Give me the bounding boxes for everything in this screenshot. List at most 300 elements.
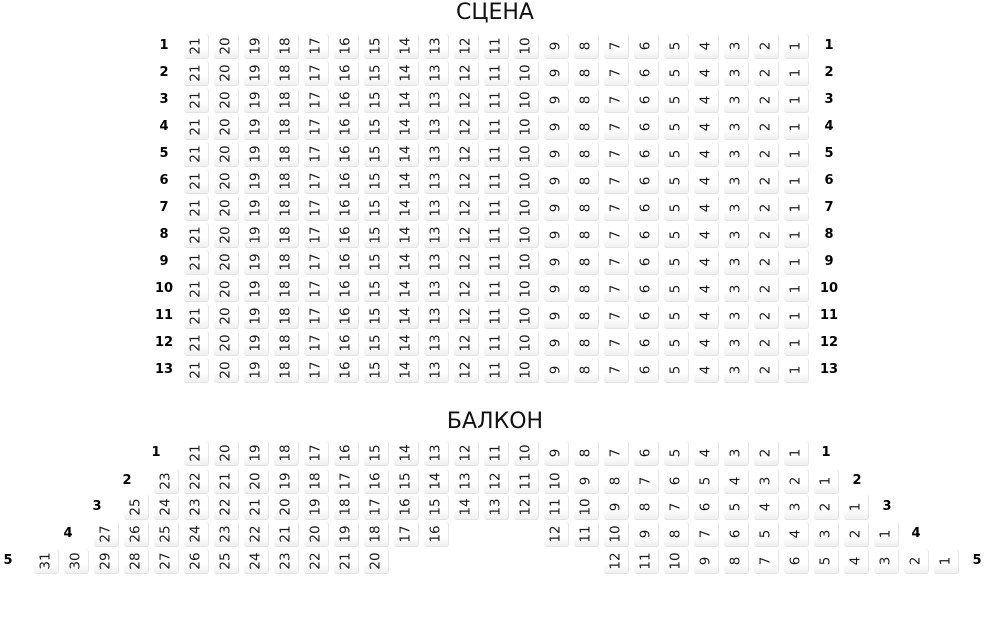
seat[interactable]: [214, 331, 239, 356]
seat[interactable]: [364, 469, 389, 494]
seat[interactable]: [634, 196, 659, 221]
seat[interactable]: [814, 549, 839, 574]
seat[interactable]: [304, 142, 329, 167]
seat[interactable]: [664, 34, 689, 59]
seat[interactable]: [814, 495, 839, 520]
seat[interactable]: [544, 223, 569, 248]
seat[interactable]: [754, 34, 779, 59]
seat[interactable]: [694, 169, 719, 194]
seat[interactable]: [184, 61, 209, 86]
seat[interactable]: [694, 522, 719, 547]
seat[interactable]: [244, 88, 269, 113]
seat[interactable]: [424, 522, 449, 547]
seat[interactable]: [724, 169, 749, 194]
seat[interactable]: [544, 469, 569, 494]
seat[interactable]: [214, 61, 239, 86]
seat[interactable]: [604, 142, 629, 167]
seat[interactable]: [634, 115, 659, 140]
seat[interactable]: [844, 522, 869, 547]
seat[interactable]: [394, 223, 419, 248]
seat[interactable]: [184, 331, 209, 356]
seat[interactable]: [634, 358, 659, 383]
seat[interactable]: [424, 331, 449, 356]
seat[interactable]: [484, 250, 509, 275]
seat[interactable]: [424, 61, 449, 86]
seat[interactable]: [784, 549, 809, 574]
seat[interactable]: [244, 549, 269, 574]
seat[interactable]: [544, 34, 569, 59]
seat[interactable]: [724, 304, 749, 329]
seat[interactable]: [244, 277, 269, 302]
seat[interactable]: [334, 331, 359, 356]
seat[interactable]: [574, 115, 599, 140]
seat[interactable]: [154, 469, 179, 494]
seat[interactable]: [544, 115, 569, 140]
seat[interactable]: [394, 304, 419, 329]
seat[interactable]: [484, 115, 509, 140]
seat[interactable]: [514, 34, 539, 59]
seat[interactable]: [604, 522, 629, 547]
seat[interactable]: [754, 331, 779, 356]
seat[interactable]: [244, 331, 269, 356]
seat[interactable]: [664, 169, 689, 194]
seat[interactable]: [634, 469, 659, 494]
seat[interactable]: [634, 331, 659, 356]
seat[interactable]: [274, 277, 299, 302]
seat[interactable]: [724, 34, 749, 59]
seat[interactable]: [214, 441, 239, 466]
seat[interactable]: [544, 250, 569, 275]
seat[interactable]: [574, 277, 599, 302]
seat[interactable]: [334, 61, 359, 86]
seat[interactable]: [754, 522, 779, 547]
seat[interactable]: [784, 250, 809, 275]
seat[interactable]: [814, 522, 839, 547]
seat[interactable]: [304, 495, 329, 520]
seat[interactable]: [304, 331, 329, 356]
seat[interactable]: [274, 34, 299, 59]
seat[interactable]: [154, 495, 179, 520]
seat[interactable]: [364, 61, 389, 86]
seat[interactable]: [364, 441, 389, 466]
seat[interactable]: [484, 223, 509, 248]
seat[interactable]: [724, 331, 749, 356]
seat[interactable]: [484, 169, 509, 194]
seat[interactable]: [784, 441, 809, 466]
seat[interactable]: [274, 304, 299, 329]
seat[interactable]: [694, 304, 719, 329]
seat[interactable]: [394, 142, 419, 167]
seat[interactable]: [454, 331, 479, 356]
seat[interactable]: [754, 495, 779, 520]
seat[interactable]: [184, 169, 209, 194]
seat[interactable]: [274, 441, 299, 466]
seat[interactable]: [664, 331, 689, 356]
seat[interactable]: [694, 142, 719, 167]
seat[interactable]: [544, 304, 569, 329]
seat[interactable]: [754, 115, 779, 140]
seat[interactable]: [94, 522, 119, 547]
seat[interactable]: [244, 441, 269, 466]
seat[interactable]: [454, 304, 479, 329]
seat[interactable]: [334, 358, 359, 383]
seat[interactable]: [664, 250, 689, 275]
seat[interactable]: [334, 142, 359, 167]
seat[interactable]: [334, 495, 359, 520]
seat[interactable]: [574, 522, 599, 547]
seat[interactable]: [784, 61, 809, 86]
seat[interactable]: [454, 441, 479, 466]
seat[interactable]: [604, 441, 629, 466]
seat[interactable]: [274, 331, 299, 356]
seat[interactable]: [754, 61, 779, 86]
seat[interactable]: [394, 358, 419, 383]
seat[interactable]: [454, 277, 479, 302]
seat[interactable]: [574, 331, 599, 356]
seat[interactable]: [304, 88, 329, 113]
seat[interactable]: [544, 196, 569, 221]
seat[interactable]: [514, 61, 539, 86]
seat[interactable]: [754, 250, 779, 275]
seat[interactable]: [634, 88, 659, 113]
seat[interactable]: [574, 88, 599, 113]
seat[interactable]: [784, 495, 809, 520]
seat[interactable]: [604, 304, 629, 329]
seat[interactable]: [364, 277, 389, 302]
seat[interactable]: [604, 549, 629, 574]
seat[interactable]: [574, 358, 599, 383]
seat[interactable]: [394, 522, 419, 547]
seat[interactable]: [784, 34, 809, 59]
seat[interactable]: [184, 358, 209, 383]
seat[interactable]: [514, 196, 539, 221]
seat[interactable]: [634, 223, 659, 248]
seat[interactable]: [214, 223, 239, 248]
seat[interactable]: [784, 88, 809, 113]
seat[interactable]: [514, 495, 539, 520]
seat[interactable]: [664, 115, 689, 140]
seat[interactable]: [184, 495, 209, 520]
seat[interactable]: [484, 469, 509, 494]
seat[interactable]: [184, 469, 209, 494]
seat[interactable]: [604, 61, 629, 86]
seat[interactable]: [394, 61, 419, 86]
seat[interactable]: [634, 304, 659, 329]
seat[interactable]: [424, 250, 449, 275]
seat[interactable]: [484, 495, 509, 520]
seat[interactable]: [634, 549, 659, 574]
seat[interactable]: [664, 61, 689, 86]
seat[interactable]: [364, 549, 389, 574]
seat[interactable]: [424, 495, 449, 520]
seat[interactable]: [664, 358, 689, 383]
seat[interactable]: [754, 277, 779, 302]
seat[interactable]: [784, 169, 809, 194]
seat[interactable]: [274, 169, 299, 194]
seat[interactable]: [724, 495, 749, 520]
seat[interactable]: [544, 331, 569, 356]
seat[interactable]: [304, 196, 329, 221]
seat[interactable]: [304, 250, 329, 275]
seat[interactable]: [304, 61, 329, 86]
seat[interactable]: [424, 115, 449, 140]
seat[interactable]: [544, 61, 569, 86]
seat[interactable]: [244, 196, 269, 221]
seat[interactable]: [364, 358, 389, 383]
seat[interactable]: [724, 61, 749, 86]
seat[interactable]: [424, 223, 449, 248]
seat[interactable]: [184, 304, 209, 329]
seat[interactable]: [724, 549, 749, 574]
seat[interactable]: [394, 441, 419, 466]
seat[interactable]: [604, 495, 629, 520]
seat[interactable]: [424, 277, 449, 302]
seat[interactable]: [334, 88, 359, 113]
seat[interactable]: [484, 61, 509, 86]
seat[interactable]: [754, 223, 779, 248]
seat[interactable]: [724, 196, 749, 221]
seat[interactable]: [694, 549, 719, 574]
seat[interactable]: [514, 358, 539, 383]
seat[interactable]: [394, 115, 419, 140]
seat[interactable]: [784, 115, 809, 140]
seat[interactable]: [904, 549, 929, 574]
seat[interactable]: [364, 196, 389, 221]
seat[interactable]: [214, 358, 239, 383]
seat[interactable]: [634, 277, 659, 302]
seat[interactable]: [664, 469, 689, 494]
seat[interactable]: [784, 358, 809, 383]
seat[interactable]: [544, 88, 569, 113]
seat[interactable]: [274, 549, 299, 574]
seat[interactable]: [424, 88, 449, 113]
seat[interactable]: [334, 522, 359, 547]
seat[interactable]: [634, 61, 659, 86]
seat[interactable]: [694, 469, 719, 494]
seat[interactable]: [184, 250, 209, 275]
seat[interactable]: [604, 88, 629, 113]
seat[interactable]: [574, 495, 599, 520]
seat[interactable]: [274, 142, 299, 167]
seat[interactable]: [184, 549, 209, 574]
seat[interactable]: [274, 223, 299, 248]
seat[interactable]: [304, 304, 329, 329]
seat[interactable]: [784, 196, 809, 221]
seat[interactable]: [844, 495, 869, 520]
seat[interactable]: [214, 250, 239, 275]
seat[interactable]: [274, 61, 299, 86]
seat[interactable]: [394, 469, 419, 494]
seat[interactable]: [694, 277, 719, 302]
seat[interactable]: [634, 169, 659, 194]
seat[interactable]: [454, 142, 479, 167]
seat[interactable]: [244, 169, 269, 194]
seat[interactable]: [514, 115, 539, 140]
seat[interactable]: [484, 304, 509, 329]
seat[interactable]: [634, 34, 659, 59]
seat[interactable]: [304, 522, 329, 547]
seat[interactable]: [334, 196, 359, 221]
seat[interactable]: [304, 34, 329, 59]
seat[interactable]: [604, 115, 629, 140]
seat[interactable]: [514, 304, 539, 329]
seat[interactable]: [784, 223, 809, 248]
seat[interactable]: [514, 331, 539, 356]
seat[interactable]: [694, 250, 719, 275]
seat[interactable]: [274, 495, 299, 520]
seat[interactable]: [754, 88, 779, 113]
seat[interactable]: [784, 469, 809, 494]
seat[interactable]: [874, 549, 899, 574]
seat[interactable]: [634, 250, 659, 275]
seat[interactable]: [214, 304, 239, 329]
seat[interactable]: [934, 549, 959, 574]
seat[interactable]: [34, 549, 59, 574]
seat[interactable]: [244, 34, 269, 59]
seat[interactable]: [574, 196, 599, 221]
seat[interactable]: [214, 495, 239, 520]
seat[interactable]: [784, 304, 809, 329]
seat[interactable]: [184, 522, 209, 547]
seat[interactable]: [334, 34, 359, 59]
seat[interactable]: [754, 169, 779, 194]
seat[interactable]: [274, 115, 299, 140]
seat[interactable]: [424, 441, 449, 466]
seat[interactable]: [754, 142, 779, 167]
seat[interactable]: [724, 115, 749, 140]
seat[interactable]: [634, 495, 659, 520]
seat[interactable]: [514, 88, 539, 113]
seat[interactable]: [454, 34, 479, 59]
seat[interactable]: [544, 169, 569, 194]
seat[interactable]: [394, 169, 419, 194]
seat[interactable]: [274, 196, 299, 221]
seat[interactable]: [394, 250, 419, 275]
seat[interactable]: [334, 250, 359, 275]
seat[interactable]: [364, 34, 389, 59]
seat[interactable]: [214, 142, 239, 167]
seat[interactable]: [574, 304, 599, 329]
seat[interactable]: [514, 223, 539, 248]
seat[interactable]: [664, 277, 689, 302]
seat[interactable]: [334, 304, 359, 329]
seat[interactable]: [484, 277, 509, 302]
seat[interactable]: [514, 250, 539, 275]
seat[interactable]: [754, 358, 779, 383]
seat[interactable]: [754, 441, 779, 466]
seat[interactable]: [184, 277, 209, 302]
seat[interactable]: [424, 142, 449, 167]
seat[interactable]: [364, 115, 389, 140]
seat[interactable]: [424, 34, 449, 59]
seat[interactable]: [244, 495, 269, 520]
seat[interactable]: [304, 223, 329, 248]
seat[interactable]: [214, 549, 239, 574]
seat[interactable]: [454, 223, 479, 248]
seat[interactable]: [214, 469, 239, 494]
seat[interactable]: [94, 549, 119, 574]
seat[interactable]: [694, 358, 719, 383]
seat[interactable]: [454, 196, 479, 221]
seat[interactable]: [634, 441, 659, 466]
seat[interactable]: [484, 34, 509, 59]
seat[interactable]: [604, 196, 629, 221]
seat[interactable]: [754, 469, 779, 494]
seat[interactable]: [664, 522, 689, 547]
seat[interactable]: [604, 331, 629, 356]
seat[interactable]: [514, 277, 539, 302]
seat[interactable]: [694, 223, 719, 248]
seat[interactable]: [784, 331, 809, 356]
seat[interactable]: [724, 223, 749, 248]
seat[interactable]: [574, 250, 599, 275]
seat[interactable]: [814, 469, 839, 494]
seat[interactable]: [694, 61, 719, 86]
seat[interactable]: [424, 358, 449, 383]
seat[interactable]: [304, 169, 329, 194]
seat[interactable]: [784, 522, 809, 547]
seat[interactable]: [724, 142, 749, 167]
seat[interactable]: [304, 549, 329, 574]
seat[interactable]: [424, 469, 449, 494]
seat[interactable]: [604, 223, 629, 248]
seat[interactable]: [274, 522, 299, 547]
seat[interactable]: [694, 331, 719, 356]
seat[interactable]: [604, 250, 629, 275]
seat[interactable]: [214, 88, 239, 113]
seat[interactable]: [664, 196, 689, 221]
seat[interactable]: [694, 441, 719, 466]
seat[interactable]: [514, 441, 539, 466]
seat[interactable]: [274, 358, 299, 383]
seat[interactable]: [244, 115, 269, 140]
seat[interactable]: [244, 142, 269, 167]
seat[interactable]: [664, 549, 689, 574]
seat[interactable]: [574, 469, 599, 494]
seat[interactable]: [694, 495, 719, 520]
seat[interactable]: [244, 250, 269, 275]
seat[interactable]: [244, 61, 269, 86]
seat[interactable]: [574, 169, 599, 194]
seat[interactable]: [514, 169, 539, 194]
seat[interactable]: [514, 469, 539, 494]
seat[interactable]: [784, 277, 809, 302]
seat[interactable]: [754, 304, 779, 329]
seat[interactable]: [694, 88, 719, 113]
seat[interactable]: [184, 223, 209, 248]
seat[interactable]: [454, 169, 479, 194]
seat[interactable]: [454, 61, 479, 86]
seat[interactable]: [784, 142, 809, 167]
seat[interactable]: [664, 88, 689, 113]
seat[interactable]: [244, 304, 269, 329]
seat[interactable]: [724, 469, 749, 494]
seat[interactable]: [694, 196, 719, 221]
seat[interactable]: [454, 88, 479, 113]
seat[interactable]: [364, 522, 389, 547]
seat[interactable]: [694, 115, 719, 140]
seat[interactable]: [304, 115, 329, 140]
seat[interactable]: [574, 142, 599, 167]
seat[interactable]: [64, 549, 89, 574]
seat[interactable]: [184, 196, 209, 221]
seat[interactable]: [424, 169, 449, 194]
seat[interactable]: [244, 358, 269, 383]
seat[interactable]: [364, 142, 389, 167]
seat[interactable]: [214, 196, 239, 221]
seat[interactable]: [724, 277, 749, 302]
seat[interactable]: [124, 495, 149, 520]
